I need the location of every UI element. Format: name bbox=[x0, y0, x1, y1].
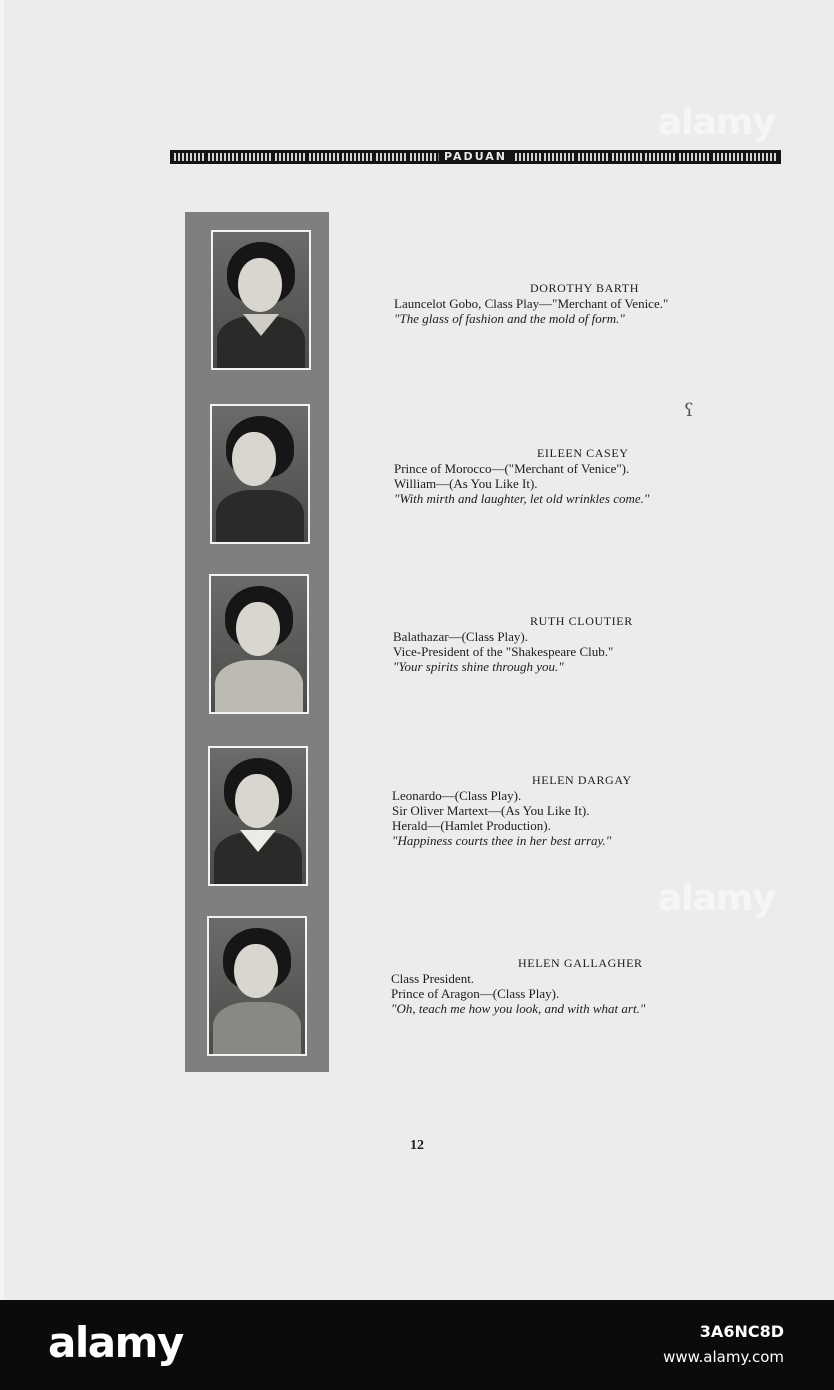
site-url[interactable]: www.alamy.com bbox=[663, 1348, 784, 1366]
student-name: RUTH CLOUTIER bbox=[530, 614, 633, 628]
entry-quote: "Happiness courts thee in her best array." bbox=[392, 833, 612, 848]
entry-line: Herald—(Hamlet Production). bbox=[392, 818, 551, 833]
footer-bar bbox=[0, 1300, 834, 1390]
alamy-logo[interactable]: alamy bbox=[48, 1318, 183, 1367]
entry-quote: "Your spirits shine through you." bbox=[393, 659, 564, 674]
image-id: 3A6NC8D bbox=[699, 1322, 784, 1341]
alamy-watermark: alamy bbox=[658, 102, 775, 143]
portrait-photo-helen-gallagher bbox=[207, 916, 307, 1056]
entry-quote: "Oh, teach me how you look, and with what art." bbox=[391, 1001, 646, 1016]
entry-line: Sir Oliver Martext—(As You Like It). bbox=[392, 803, 590, 818]
student-name: DOROTHY BARTH bbox=[530, 281, 639, 295]
ink-mark: ʕ bbox=[684, 400, 694, 421]
student-name: HELEN DARGAY bbox=[532, 773, 632, 787]
entry-line: Vice-President of the "Shakespeare Club." bbox=[393, 644, 614, 659]
page-edge bbox=[0, 0, 4, 1300]
entry-line: William—(As You Like It). bbox=[394, 476, 538, 491]
portrait-photo-ruth-cloutier bbox=[209, 574, 309, 714]
paduan-header-band bbox=[170, 150, 781, 164]
page-number: 12 bbox=[410, 1138, 424, 1153]
entry-quote: "With mirth and laughter, let old wrinkles come." bbox=[394, 491, 650, 506]
portrait-photo-eileen-casey bbox=[210, 404, 310, 544]
alamy-watermark: alamy bbox=[658, 878, 775, 919]
entry-eileen-casey bbox=[390, 446, 770, 506]
entry-quote: "The glass of fashion and the mold of form." bbox=[394, 311, 625, 326]
header-title: PADUAN bbox=[438, 150, 513, 164]
portrait-photo-dorothy-barth bbox=[211, 230, 311, 370]
entry-line: Leonardo—(Class Play). bbox=[392, 788, 522, 803]
entry-line: Prince of Morocco—("Merchant of Venice"). bbox=[394, 461, 630, 476]
entry-line: Class President. bbox=[391, 971, 475, 986]
entry-ruth-cloutier bbox=[390, 614, 770, 674]
student-name: HELEN GALLAGHER bbox=[518, 956, 643, 970]
student-name: EILEEN CASEY bbox=[537, 446, 629, 460]
photo-strip bbox=[185, 212, 329, 1072]
entry-dorothy-barth bbox=[390, 281, 770, 326]
entry-helen-dargay bbox=[390, 773, 770, 848]
entry-helen-gallagher bbox=[390, 956, 770, 1016]
entry-line: Balathazar—(Class Play). bbox=[393, 629, 529, 644]
entry-line: Prince of Aragon—(Class Play). bbox=[391, 986, 560, 1001]
entry-line: Launcelot Gobo, Class Play—"Merchant of Venice." bbox=[394, 296, 669, 311]
portrait-photo-helen-dargay bbox=[208, 746, 308, 886]
